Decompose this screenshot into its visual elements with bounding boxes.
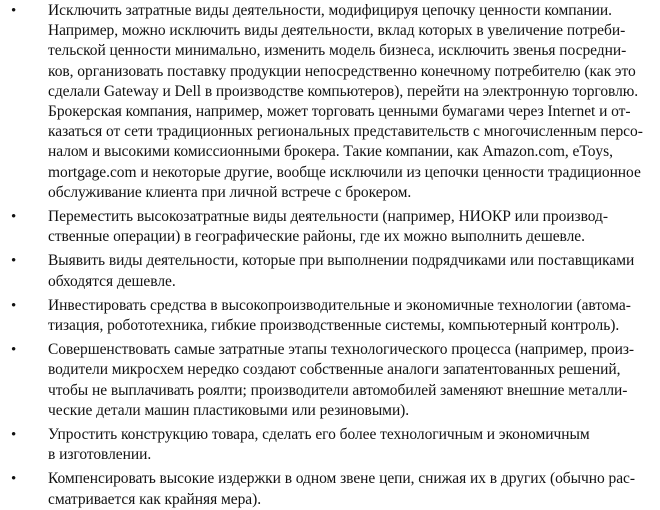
- bullet-icon: •: [11, 427, 17, 444]
- list-item-text: Исключить затратные виды деятельности, модифицируя цепочку ценности компании. Например, можно исключить виды деятельности, вклад которых в увеличение потреби- тельской ценности минимально, изменить модель бизнеса, исключить звенья посредни- ков, организовать поставку продукции непосредственно конечному потребителю (как это сделали Gateway и Dell в производстве компьютеров), перейти на электронную торговлю. Брокерская компания, например, может торговать ценными бумагами через Internet и от- казаться от сети традиционных региональных представительств с многочисленным персо- налом и высокими комиссионными брокера. Такие компании, как Amazon.com, eToys, mortgage.com и некоторые другие, вообще исключили из цепочки ценности традиционное обслуживание клиента при личной встрече с брокером.: [48, 2, 643, 201]
- list-item: [6, 340, 654, 421]
- bullet-icon: •: [11, 253, 17, 270]
- bullet-icon: •: [11, 471, 17, 488]
- bullet-icon: •: [11, 342, 17, 359]
- list-item: [6, 207, 654, 247]
- list-item: [6, 251, 654, 291]
- list-item-text: Инвестировать средства в высокопроизводительные и экономичные технологии (автома- тизация, робототехника, гибкие производственные системы, компьютерный контроль).: [48, 296, 631, 335]
- bullet-icon: •: [11, 3, 17, 19]
- list-item-text: Выявить виды деятельности, которые при выполнении подрядчиками или поставщиками обходятся дешевле.: [48, 252, 635, 290]
- list-item: [6, 469, 654, 509]
- bullet-list: [6, 1, 654, 510]
- list-item: [6, 296, 654, 336]
- list-item-text: Совершенствовать самые затратные этапы технологического процесса (например, произ- водители микросхем нередко создают собственные аналоги запатентованных решений, чтобы не выплачивать роялти; производители автомобилей заменяют внешние металли- ческие детали машин пластиковыми или резиновыми).: [48, 341, 635, 419]
- list-item-text: Переместить высокозатратные виды деятельности (например, НИОКР или производ- ственные операции) в географические районы, где их можно выполнить дешевле.: [48, 208, 608, 246]
- list-item: [6, 1, 654, 203]
- bullet-icon: •: [11, 209, 17, 226]
- list-item: [6, 425, 654, 465]
- bullet-icon: •: [11, 297, 17, 314]
- list-item-text: Компенсировать высокие издержки в одном звене цепи, снижая их в других (обычно рас- сматривается как крайняя мера).: [48, 470, 635, 508]
- list-item-text: Упростить конструкцию товара, сделать его более технологичным и экономичным в изготовлении.: [48, 426, 590, 464]
